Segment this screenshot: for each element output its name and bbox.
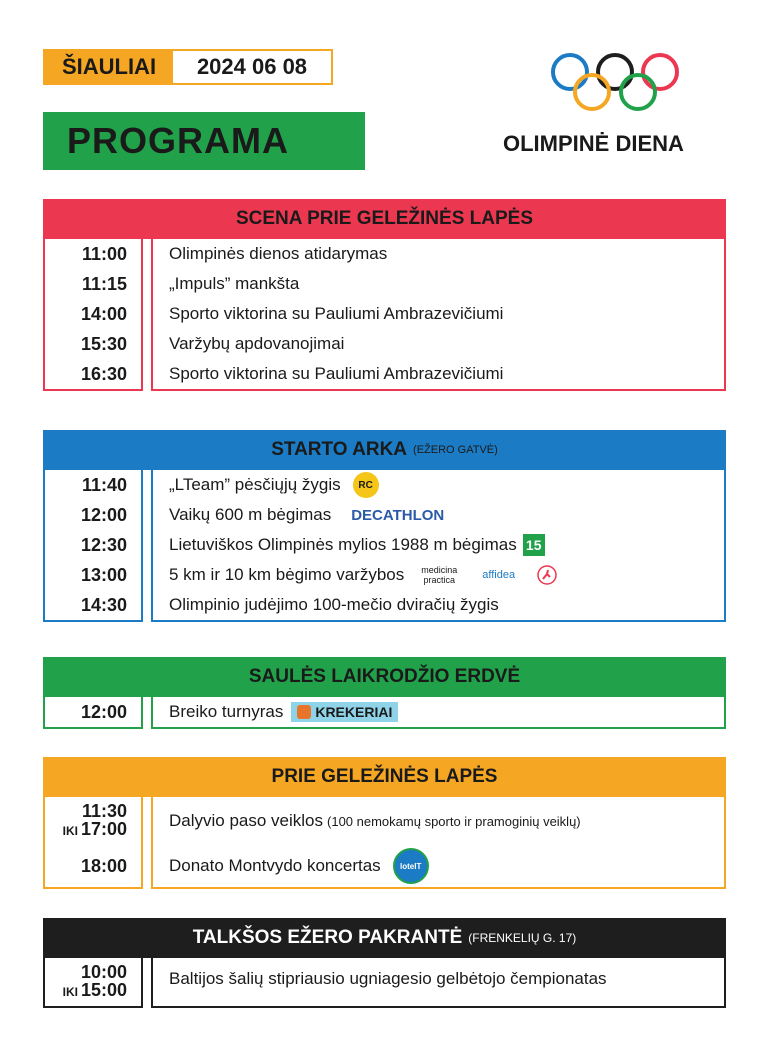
event: Sporto viktorina su Pauliumi Ambrazevičiumi [169, 304, 504, 323]
event: „Impuls” mankšta [169, 274, 300, 293]
event-column [151, 239, 726, 391]
date-label: 2024 06 08 [173, 51, 331, 83]
section-starto-arka [43, 430, 726, 622]
time-start: 11:30 [81, 801, 127, 821]
event: Dalyvio paso veiklos [169, 811, 324, 830]
time: 11:00 [81, 243, 127, 264]
section-prie-gelezines-lapes [43, 757, 726, 889]
section-title: SAULĖS LAIKRODŽIO ERDVĖ [248, 666, 521, 687]
event-row [169, 530, 724, 560]
event: Vaikų 600 m bėgimas [169, 505, 332, 524]
section-header [43, 657, 726, 697]
event-row [169, 797, 724, 845]
olympic-rings-icon [550, 52, 680, 114]
krekeriai-logo-icon [291, 702, 398, 722]
time-column [43, 958, 143, 1008]
time-column [43, 239, 143, 391]
time-end: 17:00 [80, 819, 127, 839]
medicina-practica-logo-icon: medicina practica [421, 565, 458, 585]
program-title: PROGRAMA [43, 112, 365, 170]
affidea-logo-icon: affidea [482, 569, 516, 581]
time: 13:00 [80, 564, 127, 585]
event-row [169, 697, 724, 727]
section-title: PRIE GELEŽINĖS LAPĖS [271, 766, 498, 787]
runner-logo-icon [537, 565, 557, 585]
event-row [169, 845, 724, 887]
event-name: OLIMPINĖ DIENA [503, 131, 684, 156]
iki-label: IKI [62, 824, 78, 838]
time-end: 15:00 [80, 980, 127, 1000]
event-row [169, 470, 724, 500]
time: 18:00 [80, 855, 127, 876]
time: 12:00 [80, 504, 127, 525]
time-column [43, 697, 143, 729]
event: Breiko turnyras [169, 702, 284, 721]
time-range [45, 958, 127, 1006]
time-start: 10:00 [80, 962, 127, 982]
rc-logo-icon: RC [353, 472, 379, 498]
lotto-logo-icon: loteIT [393, 848, 429, 884]
section-title: SCENA PRIE GELEŽINĖS LAPĖS [235, 208, 533, 229]
time: 11:15 [81, 273, 127, 294]
event: 5 km ir 10 km bėgimo varžybos [169, 565, 405, 584]
section-saules-laikrodzio [43, 657, 726, 729]
time: 15:30 [80, 333, 127, 354]
section-header [43, 918, 726, 958]
section-scena [43, 199, 726, 391]
section-subtitle: (EŽERO GATVĖ) [413, 444, 498, 456]
section-title: STARTO ARKA [271, 439, 408, 460]
time: 12:00 [80, 701, 127, 722]
section-header [43, 199, 726, 239]
event: Varžybų apdovanojimai [169, 334, 345, 353]
section-header [43, 430, 726, 470]
fifteen-logo-icon: 15 [523, 534, 545, 556]
event-row [169, 500, 724, 530]
event: „LTeam” pėsčiųjų žygis [169, 475, 341, 494]
event-row [169, 560, 724, 590]
event: Olimpinio judėjimo 100-mečio dviračių žygis [169, 595, 499, 614]
event-column [151, 797, 726, 889]
city-label: ŠIAULIAI [45, 51, 173, 83]
time: 16:30 [80, 363, 127, 384]
section-title: TALKŠOS EŽERO PAKRANTĖ [192, 927, 463, 948]
time-column [43, 797, 143, 889]
section-subtitle: (FRENKELIŲ G. 17) [468, 931, 577, 945]
time-range [45, 797, 127, 845]
event: Olimpinės dienos atidarymas [169, 244, 388, 263]
event: Donato Montvydo koncertas [169, 856, 381, 875]
event-note: (100 nemokamų sporto ir pramoginių veiklų) [327, 813, 581, 829]
section-header [43, 757, 726, 797]
time: 14:30 [80, 594, 127, 615]
event-column [151, 470, 726, 622]
event-column [151, 958, 726, 1008]
event-column [151, 697, 726, 729]
time: 14:00 [80, 303, 127, 324]
section-talksos-ezero [43, 918, 726, 1008]
event: Baltijos šalių stipriausio ugniagesio gelbėtojo čempionatas [169, 969, 607, 988]
krekeriai-logo-text: KREKERIAI [315, 704, 393, 720]
event: Sporto viktorina su Pauliumi Ambrazevičiumi [169, 364, 504, 383]
event: Lietuviškos Olimpinės mylios 1988 m bėgimas [169, 535, 517, 554]
time: 12:30 [80, 534, 127, 555]
decathlon-logo-icon: DECATHLON [351, 506, 445, 524]
time-column [43, 470, 143, 622]
time: 11:40 [81, 474, 127, 495]
location-date-badge [43, 49, 333, 85]
iki-label: IKI [62, 985, 78, 999]
